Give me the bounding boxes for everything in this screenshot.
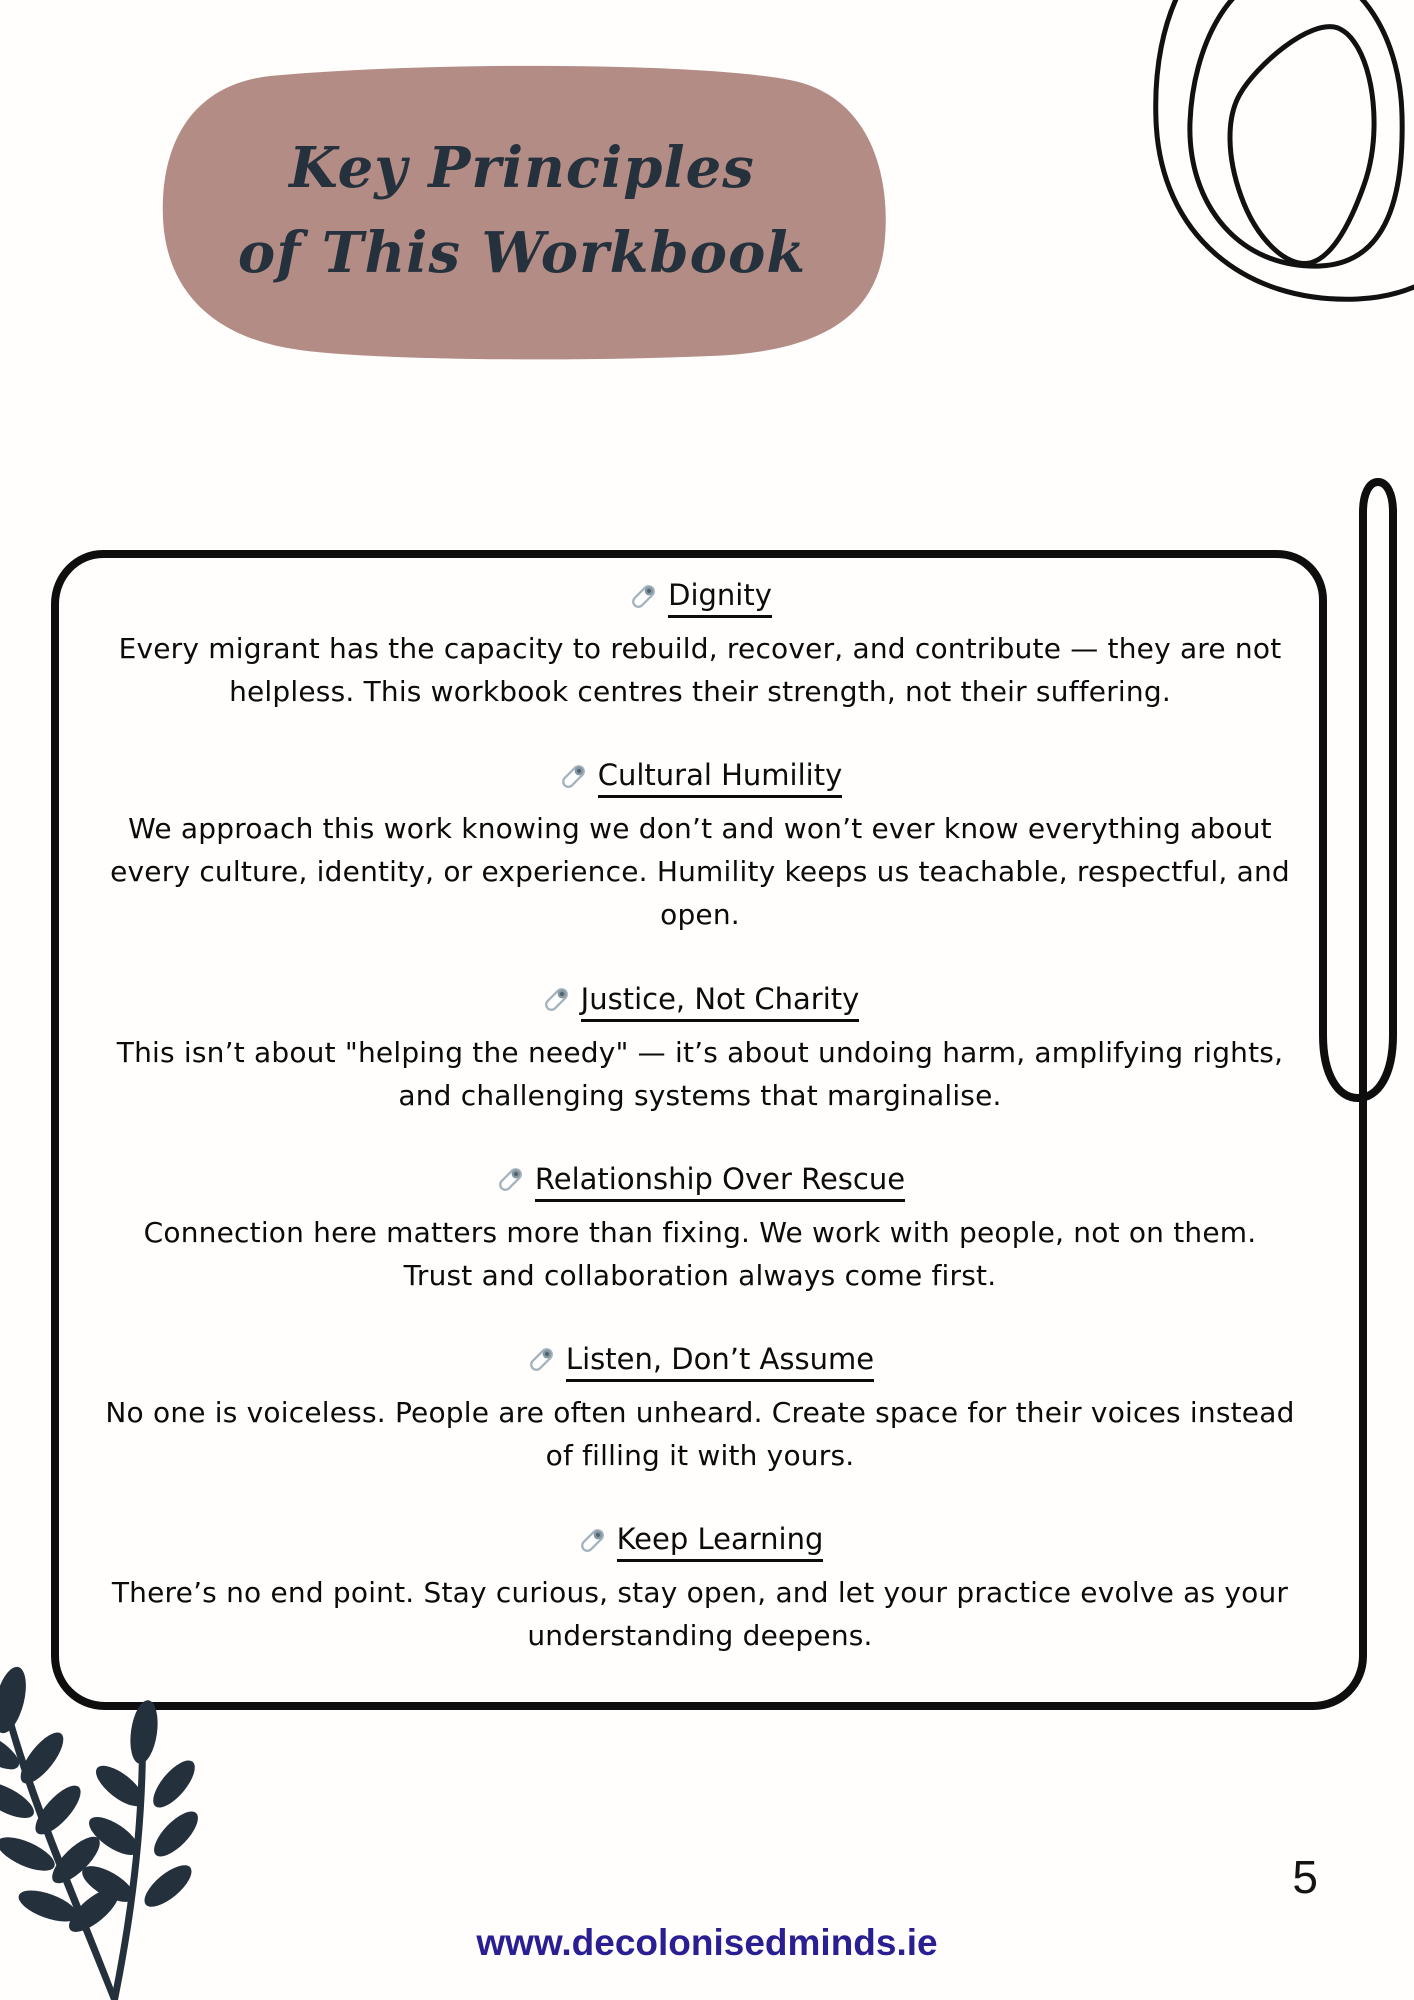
principle-heading bbox=[577, 1522, 824, 1562]
safety-pin-icon bbox=[577, 1525, 608, 1556]
principle-item bbox=[75, 578, 1325, 713]
safety-pin-icon bbox=[541, 984, 572, 1015]
principle-title: Relationship Over Rescue bbox=[535, 1162, 905, 1202]
principle-item bbox=[75, 758, 1325, 936]
page-title bbox=[150, 58, 894, 364]
principle-heading bbox=[541, 982, 860, 1022]
principle-body: Connection here matters more than fixing. We work with people, not on them. Trust and collaboration always come first. bbox=[143, 1215, 1257, 1292]
principle-body: No one is voiceless. People are often unheard. Create space for their voices instead of filling it with yours. bbox=[105, 1395, 1295, 1473]
principle-item bbox=[75, 1522, 1325, 1657]
principle-heading bbox=[495, 1162, 905, 1202]
principle-heading bbox=[526, 1342, 874, 1382]
principle-item bbox=[75, 1342, 1325, 1477]
page-number: 5 bbox=[1292, 1851, 1318, 1903]
principle-body: This isn’t about "helping the needy" — it’s about undoing harm, amplifying rights, and challenging systems that marginalise. bbox=[116, 1035, 1284, 1112]
safety-pin-icon bbox=[558, 761, 589, 792]
principle-body: There’s no end point. Stay curious, stay open, and let your practice evolve as your understanding deepens. bbox=[111, 1576, 1289, 1653]
principle-title: Keep Learning bbox=[617, 1522, 824, 1562]
website-link[interactable]: www.decolonisedminds.ie bbox=[476, 1922, 938, 1963]
page-title-line2: of This Workbook bbox=[237, 220, 807, 286]
principle-body: We approach this work knowing we don’t and won’t ever know everything about every culture, identity, or experience. Humility keeps us teachable, respectful, and open. bbox=[110, 812, 1290, 932]
principle-title: Listen, Don’t Assume bbox=[566, 1342, 874, 1382]
principle-body: Every migrant has the capacity to rebuild, recover, and contribute — they are not helpless. This workbook centres their strength, not their suffering. bbox=[118, 632, 1282, 709]
principle-heading bbox=[558, 758, 843, 798]
principle-title: Justice, Not Charity bbox=[581, 982, 860, 1022]
principle-item bbox=[75, 982, 1325, 1117]
title-blob bbox=[150, 58, 894, 364]
principles-list bbox=[75, 578, 1325, 1657]
page-title-line1: Key Principles bbox=[289, 134, 755, 201]
principle-item bbox=[75, 1162, 1325, 1297]
principle-title: Dignity bbox=[668, 578, 772, 618]
safety-pin-icon bbox=[495, 1164, 526, 1195]
safety-pin-icon bbox=[628, 581, 659, 612]
corner-doodle bbox=[890, 0, 1414, 310]
principle-title: Cultural Humility bbox=[598, 758, 843, 798]
principle-heading bbox=[628, 578, 772, 618]
safety-pin-icon bbox=[526, 1344, 557, 1375]
